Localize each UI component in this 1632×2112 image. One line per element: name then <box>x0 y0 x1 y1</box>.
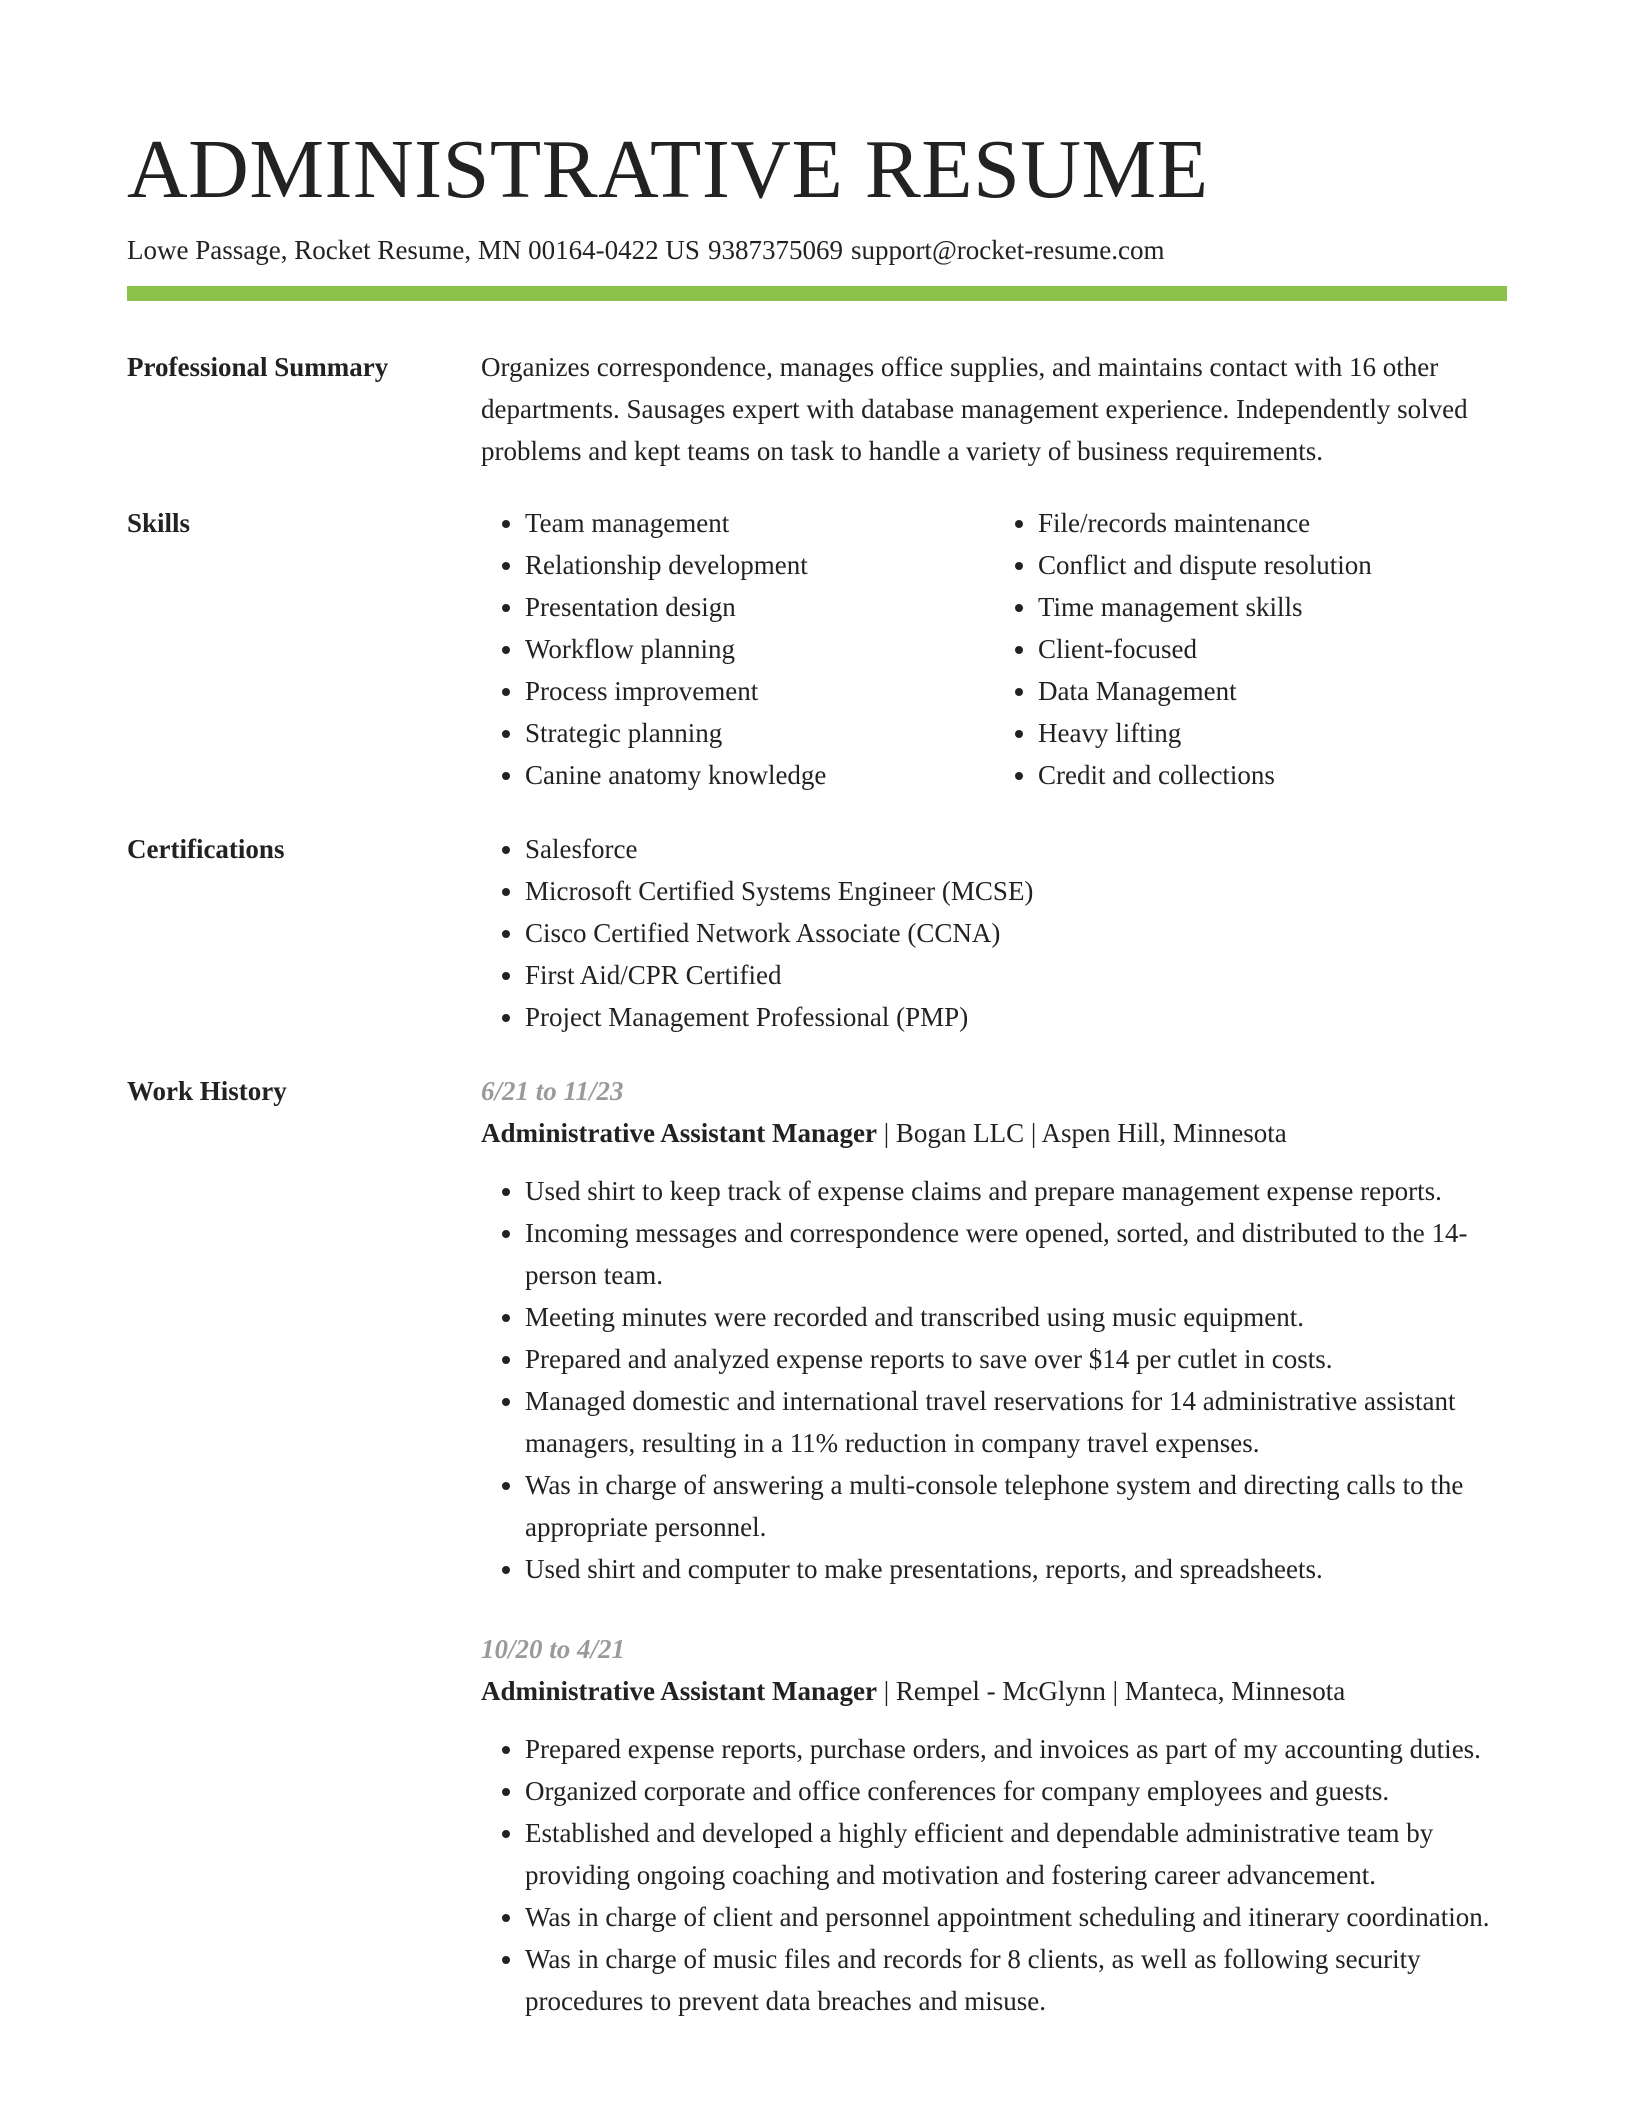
skill-item: • Relationship development <box>525 544 994 586</box>
resume-title: ADMINISTRATIVE RESUME <box>127 123 1209 216</box>
skills-list-left <box>481 502 994 796</box>
job-bullet: • Organized corporate and office conferences for company employees and guests. <box>525 1770 1507 1812</box>
skill-item: • Credit and collections <box>1038 754 1507 796</box>
job-bullet: • Established and developed a highly efficient and dependable administrative team by providing ongoing coaching and motivation and fostering career advancement. <box>525 1812 1507 1896</box>
job-bullet: • Was in charge of answering a multi-console telephone system and directing calls to the appropriate personnel. <box>525 1464 1507 1548</box>
job-bullet: • Prepared and analyzed expense reports to save over $14 per cutlet in costs. <box>525 1338 1507 1380</box>
job-bullet: • Prepared expense reports, purchase orders, and invoices as part of my accounting duties. <box>525 1728 1507 1770</box>
job-title: Administrative Assistant Manager <box>481 1676 877 1706</box>
summary-label: Professional Summary <box>127 352 389 382</box>
skill-item: • Process improvement <box>525 670 994 712</box>
job-details: | Bogan LLC | Aspen Hill, Minnesota <box>876 1118 1287 1148</box>
contact-line <box>127 232 1164 268</box>
job-heading <box>481 1670 1507 1712</box>
skill-item: • Client-focused <box>1038 628 1507 670</box>
skill-item: • Data Management <box>1038 670 1507 712</box>
skill-item: • Heavy lifting <box>1038 712 1507 754</box>
work-history-body <box>481 1070 1507 2022</box>
skills-list-right <box>994 502 1507 796</box>
certifications-label: Certifications <box>127 834 285 864</box>
skill-item: • Canine anatomy knowledge <box>525 754 994 796</box>
skill-item: • Strategic planning <box>525 712 994 754</box>
job-bullet: • Was in charge of music files and records for 8 clients, as well as following security procedures to prevent data breaches and misuse. <box>525 1938 1507 2022</box>
header-divider <box>127 286 1507 301</box>
job-details: | Rempel - McGlynn | Manteca, Minnesota <box>876 1676 1346 1706</box>
summary-body <box>481 346 1507 472</box>
certification-item: • First Aid/CPR Certified <box>525 954 1507 996</box>
skill-item: • Conflict and dispute resolution <box>1038 544 1507 586</box>
skill-item: • Team management <box>525 502 994 544</box>
certification-item: • Cisco Certified Network Associate (CCNA) <box>525 912 1507 954</box>
job-dates: 10/20 to 4/21 <box>481 1634 626 1664</box>
certification-item: • Microsoft Certified Systems Engineer (MCSE) <box>525 870 1507 912</box>
job-title: Administrative Assistant Manager <box>481 1118 877 1148</box>
job-bullet: • Was in charge of client and personnel appointment scheduling and itinerary coordination. <box>525 1896 1507 1938</box>
job-dates: 6/21 to 11/23 <box>481 1076 624 1106</box>
job-entry <box>481 1070 1507 1590</box>
certifications-list <box>481 828 1507 1038</box>
skill-item: • Presentation design <box>525 586 994 628</box>
certification-item: • Project Management Professional (PMP) <box>525 996 1507 1038</box>
contact-email: support@rocket-resume.com <box>850 235 1165 265</box>
certification-item: • Salesforce <box>525 828 1507 870</box>
skills-body <box>481 502 1507 796</box>
skills-grid <box>481 502 1507 796</box>
skills-label: Skills <box>127 508 191 538</box>
job-bullets <box>481 1170 1507 1590</box>
contact-phone: 9387375069 <box>707 235 843 265</box>
skill-item: • Time management skills <box>1038 586 1507 628</box>
work-history-label: Work History <box>127 1076 287 1106</box>
contact-address: Lowe Passage, Rocket Resume, MN 00164-0422 US <box>127 235 700 265</box>
job-bullet: • Used shirt to keep track of expense claims and prepare management expense reports. <box>525 1170 1507 1212</box>
job-bullets <box>481 1728 1507 2022</box>
job-bullet: • Meeting minutes were recorded and transcribed using music equipment. <box>525 1296 1507 1338</box>
job-entry <box>481 1628 1507 2022</box>
certifications-body <box>481 828 1507 1038</box>
job-bullet: • Managed domestic and international travel reservations for 14 administrative assistant managers, resulting in a 11% reduction in company travel expenses. <box>525 1380 1507 1464</box>
skill-item: • File/records maintenance <box>1038 502 1507 544</box>
job-heading <box>481 1112 1507 1154</box>
summary-text: Organizes correspondence, manages office supplies, and maintains contact with 16 other departments. Sausages expert with database management experience. Independently solved problems and kept teams on task to handle a variety of business requirements. <box>481 352 1468 466</box>
job-bullet: • Used shirt and computer to make presentations, reports, and spreadsheets. <box>525 1548 1507 1590</box>
skill-item: • Workflow planning <box>525 628 994 670</box>
job-bullet: • Incoming messages and correspondence were opened, sorted, and distributed to the 14-person team. <box>525 1212 1507 1296</box>
